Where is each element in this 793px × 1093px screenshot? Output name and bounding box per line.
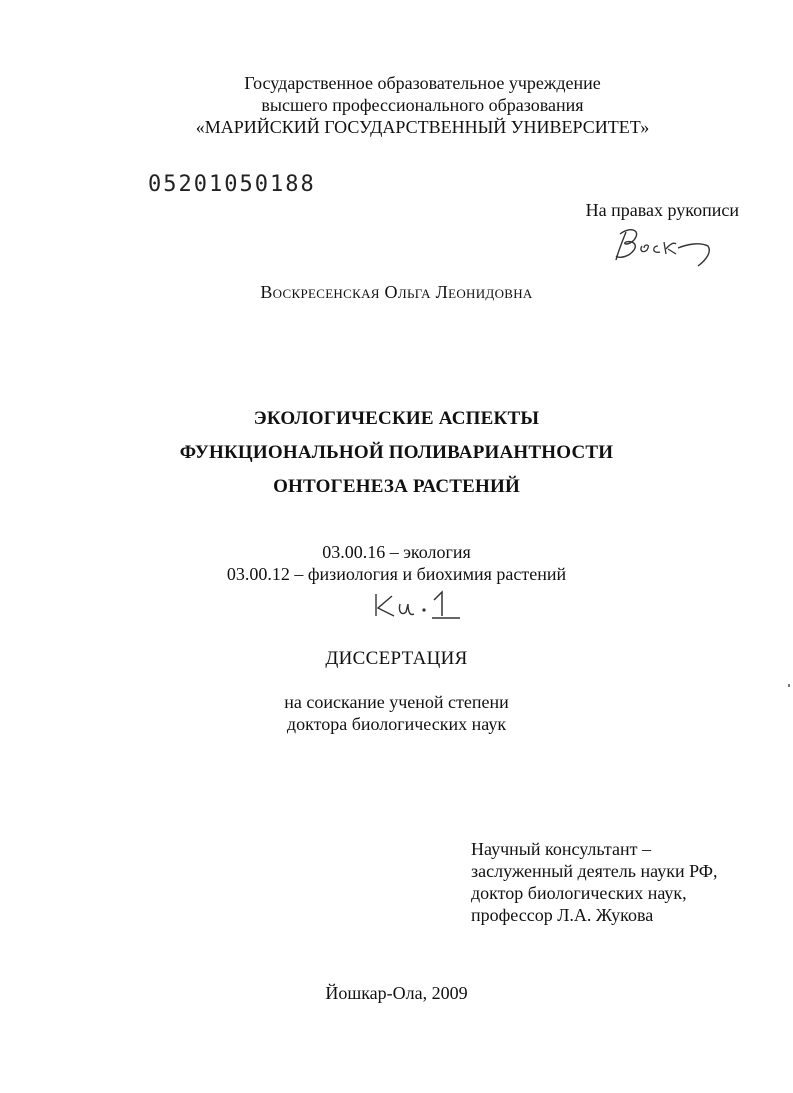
place-and-year: Йошкар-Ола, 2009 bbox=[325, 983, 468, 1003]
dissertation-title bbox=[0, 402, 793, 504]
consultant-line-2: заслуженный деятель науки РФ, bbox=[471, 861, 718, 881]
consultant-line-3: доктор биологических наук, bbox=[471, 883, 687, 903]
consultant-line-4: профессор Л.А. Жукова bbox=[471, 905, 654, 925]
title-line-3: ОНТОГЕНЕЗА РАСТЕНИЙ bbox=[273, 476, 520, 497]
document-number: 05201050188 bbox=[148, 172, 316, 197]
consultant-line-1: Научный консультант – bbox=[471, 839, 651, 859]
degree-line-1: на соискание ученой степени bbox=[284, 692, 509, 712]
title-line-2: ФУНКЦИОНАЛЬНОЙ ПОЛИВАРИАНТНОСТИ bbox=[179, 442, 614, 463]
scan-speck bbox=[788, 684, 790, 687]
degree-line-2: доктора биологических наук bbox=[286, 714, 507, 734]
specialty-line-2: 03.00.12 – физиология и биохимия растений bbox=[226, 564, 567, 584]
institution-header bbox=[26, 72, 793, 138]
handwritten-mark-icon bbox=[370, 588, 466, 622]
specialty-codes bbox=[0, 541, 793, 585]
document-type: ДИССЕРТАЦИЯ bbox=[325, 648, 468, 669]
specialty-line-1: 03.00.16 – экология bbox=[322, 542, 471, 562]
signature-icon bbox=[608, 222, 718, 270]
author-name: Воскресенская Ольга Леонидовна bbox=[260, 282, 533, 302]
institution-line-1: Государственное образовательное учреждение bbox=[244, 73, 601, 93]
institution-line-3: «МАРИЙСКИЙ ГОСУДАРСТВЕННЫЙ УНИВЕРСИТЕТ» bbox=[195, 117, 650, 137]
institution-line-2: высшего профессионального образования bbox=[261, 95, 584, 115]
scientific-consultant bbox=[471, 838, 718, 926]
title-line-1: ЭКОЛОГИЧЕСКИЕ АСПЕКТЫ bbox=[253, 408, 540, 429]
degree-info bbox=[0, 691, 793, 735]
manuscript-rights-note: На правах рукописи bbox=[585, 200, 739, 220]
